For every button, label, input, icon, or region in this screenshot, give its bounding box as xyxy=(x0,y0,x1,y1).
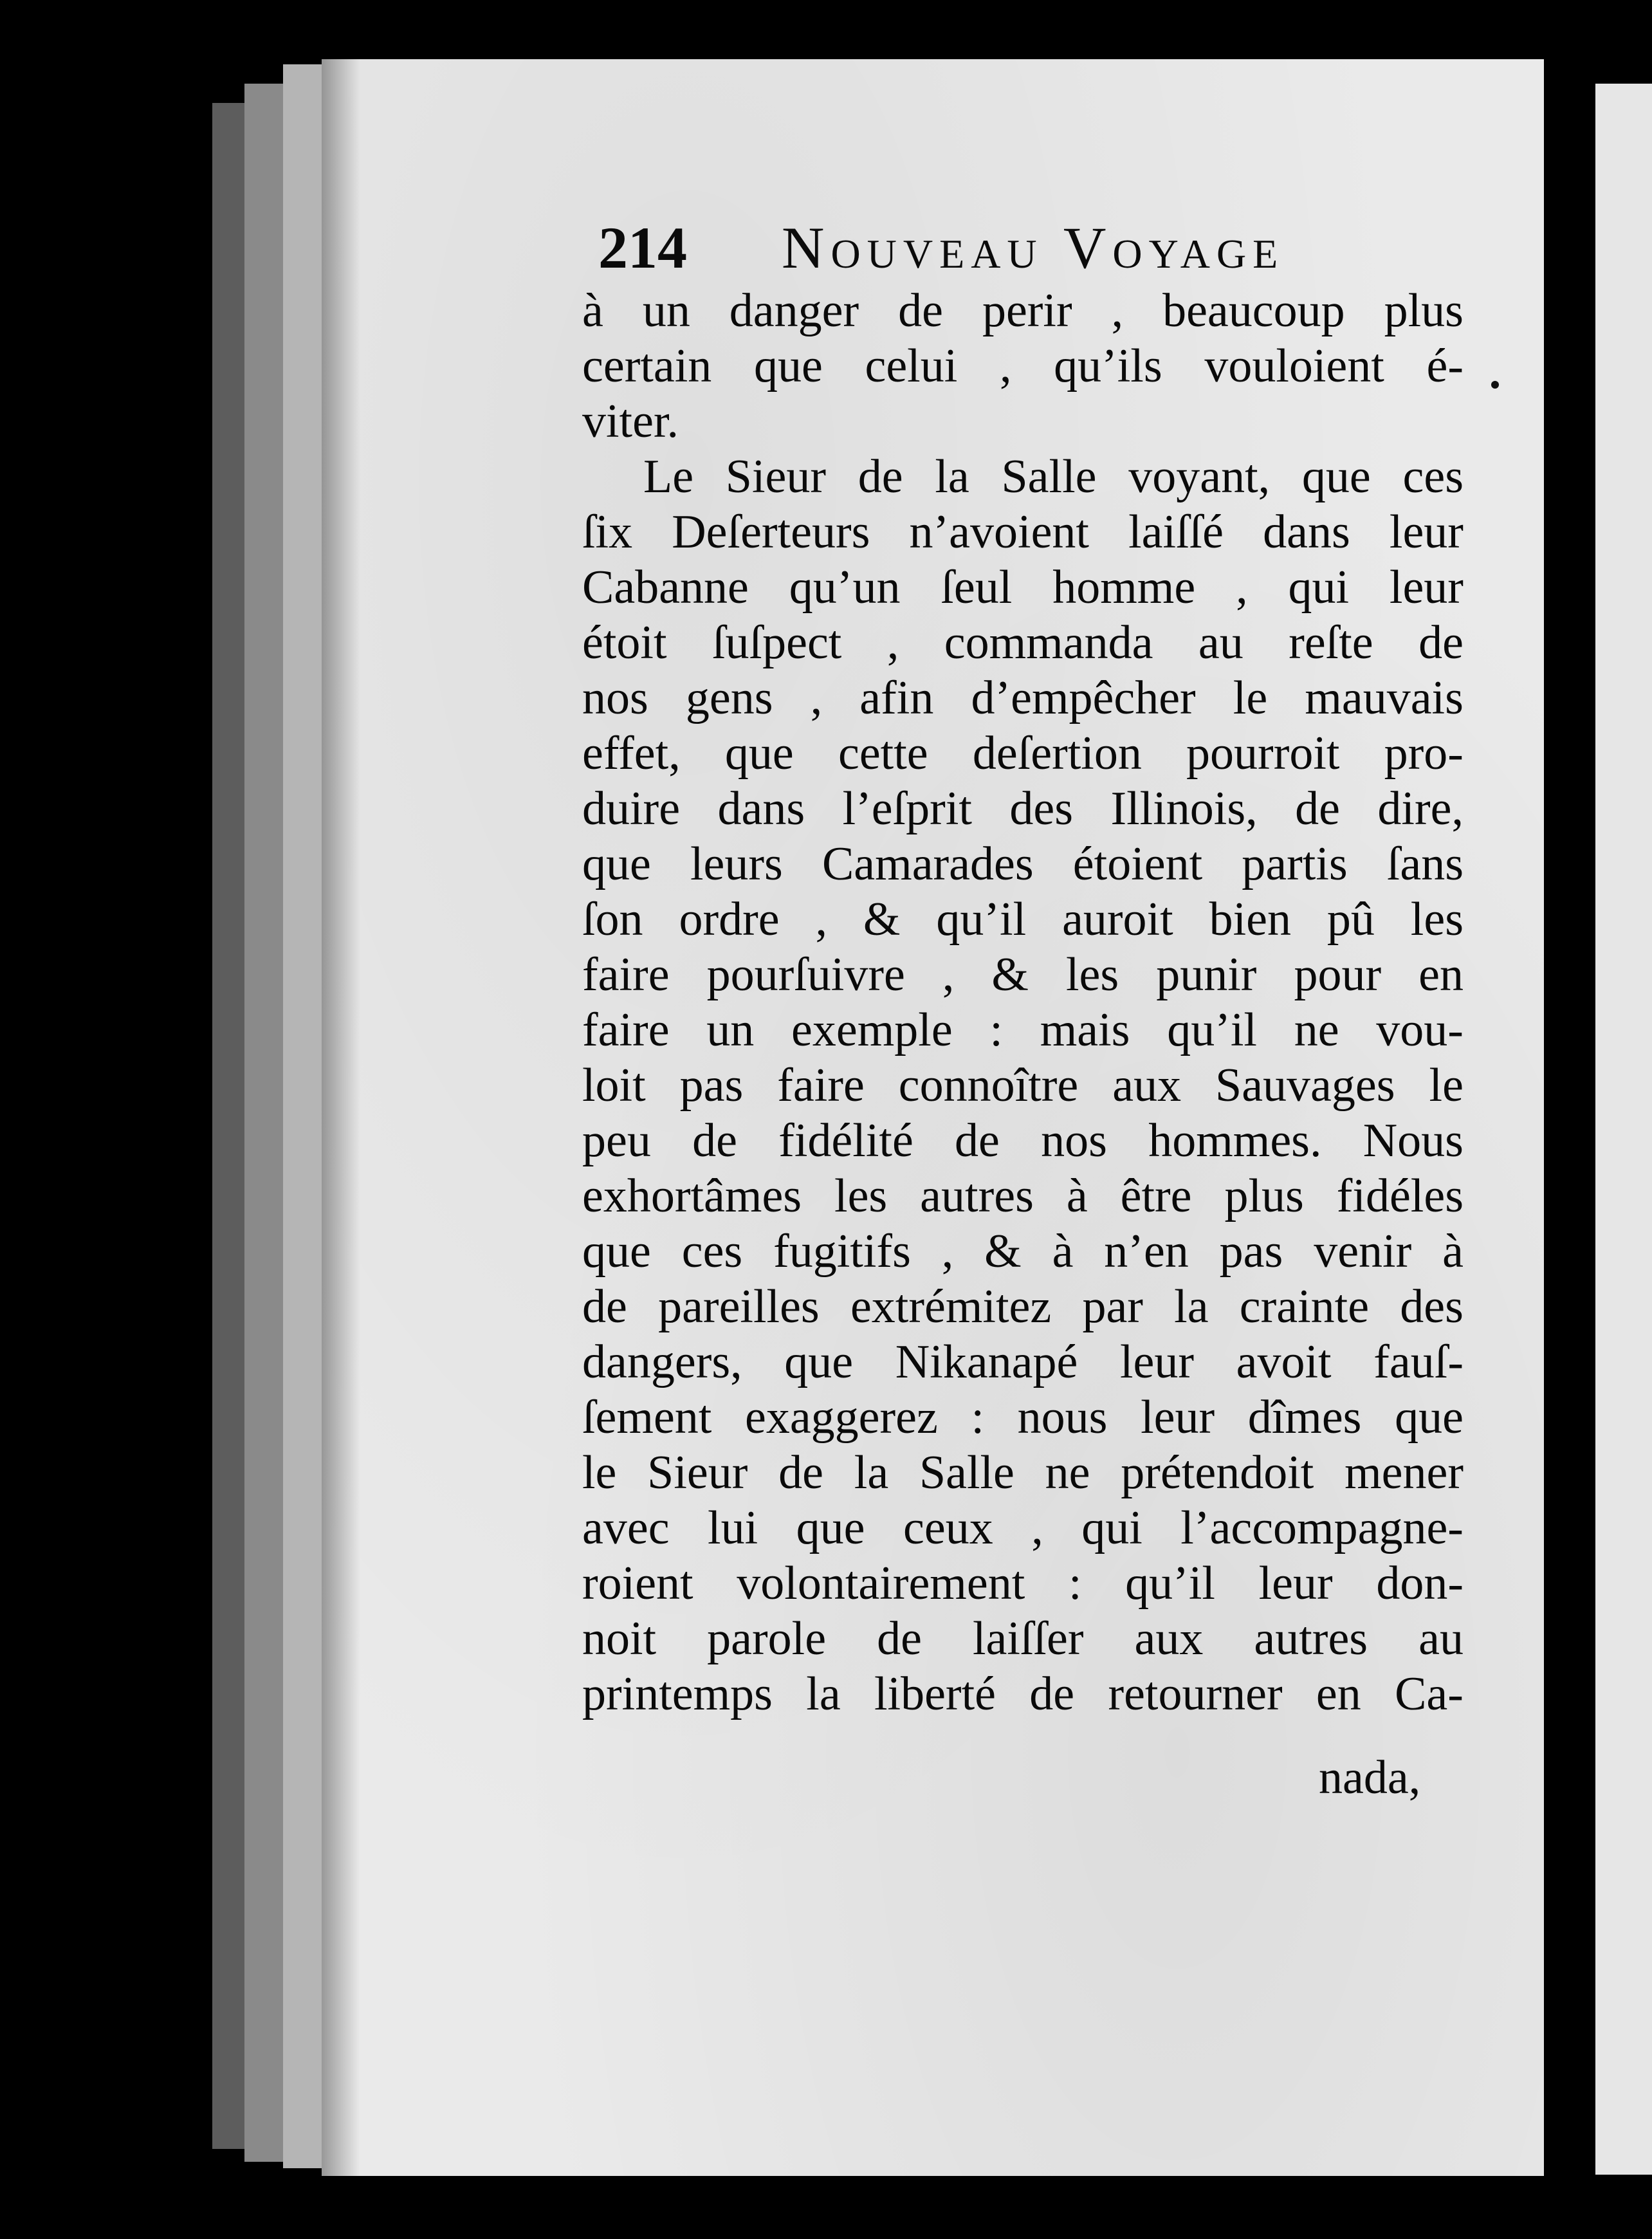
text-word: ſans xyxy=(1386,838,1464,890)
text-word: mener xyxy=(1345,1446,1464,1499)
text-word: de xyxy=(582,1280,627,1333)
text-word: à xyxy=(1052,1225,1074,1278)
text-line xyxy=(582,670,1464,726)
text-word: crainte xyxy=(1239,1280,1370,1333)
text-word: auroit xyxy=(1062,893,1173,946)
text-word: fugitifs xyxy=(773,1225,911,1278)
text-word: n’avoient xyxy=(909,506,1089,558)
text-word: faire xyxy=(582,948,670,1001)
text-word: , xyxy=(1031,1502,1043,1554)
text-line xyxy=(582,1445,1464,1500)
text-word: retourner xyxy=(1108,1668,1283,1720)
text-word: duire xyxy=(582,782,681,835)
text-word: ces xyxy=(1402,450,1464,503)
text-word: l’accompagne- xyxy=(1180,1502,1464,1554)
text-word: n’en xyxy=(1104,1225,1189,1278)
text-line xyxy=(582,394,1464,449)
text-word: un xyxy=(642,284,690,337)
text-word: Sieur xyxy=(725,450,826,503)
text-word: pro- xyxy=(1384,727,1464,780)
text-word: laiſſer xyxy=(972,1612,1084,1665)
text-line xyxy=(582,1279,1464,1334)
text-line xyxy=(582,1334,1464,1390)
text-word: cette xyxy=(838,727,928,780)
text-word: commanda xyxy=(944,616,1153,669)
text-word: certain xyxy=(582,340,712,392)
text-word: pû xyxy=(1326,893,1375,946)
text-word: par xyxy=(1082,1280,1143,1333)
text-line xyxy=(582,560,1464,615)
text-word: des xyxy=(1400,1280,1464,1333)
text-word: dire, xyxy=(1377,782,1464,835)
text-word: liberté xyxy=(874,1668,996,1720)
text-word: peu xyxy=(582,1114,651,1167)
text-word: plus xyxy=(1224,1170,1304,1222)
text-word: effet, xyxy=(582,727,681,780)
text-word: Nous xyxy=(1363,1114,1464,1167)
text-word: Nikanapé xyxy=(895,1336,1078,1388)
running-head xyxy=(598,212,1338,283)
body-text xyxy=(582,283,1464,1722)
text-word: de xyxy=(692,1114,737,1167)
text-word: ſement xyxy=(582,1391,712,1444)
text-line xyxy=(582,1500,1464,1556)
text-word: , xyxy=(999,340,1012,392)
text-word: que xyxy=(1395,1391,1464,1444)
text-word: Sieur xyxy=(647,1446,748,1499)
text-word: perir xyxy=(982,284,1072,337)
text-word: qu’il xyxy=(1125,1557,1215,1610)
text-word: pas xyxy=(1219,1225,1283,1278)
text-word: le xyxy=(1429,1059,1464,1112)
text-word: homme xyxy=(1052,561,1196,614)
text-word: ordre xyxy=(679,893,780,946)
text-word: faire xyxy=(582,1004,670,1056)
text-word: parole xyxy=(707,1612,827,1665)
text-word: qui xyxy=(1288,561,1350,614)
text-word: qu’il xyxy=(1167,1004,1257,1056)
text-line xyxy=(582,615,1464,670)
text-word: être xyxy=(1120,1170,1192,1222)
text-word: nous xyxy=(1017,1391,1108,1444)
text-word: Ca- xyxy=(1395,1668,1464,1720)
text-word: dans xyxy=(1263,506,1350,558)
text-word: partis xyxy=(1242,838,1348,890)
text-word: en xyxy=(1418,948,1464,1001)
text-word: Le xyxy=(643,450,694,503)
text-word: au xyxy=(1418,1612,1464,1665)
text-word: étoient xyxy=(1072,838,1203,890)
text-word: noit xyxy=(582,1612,657,1665)
text-word: aux xyxy=(1112,1059,1182,1112)
text-word: un xyxy=(706,1004,755,1056)
text-line xyxy=(582,1002,1464,1058)
text-word: pareilles xyxy=(658,1280,820,1333)
text-word: autres xyxy=(920,1170,1034,1222)
text-word: pas xyxy=(679,1059,744,1112)
text-word: dans xyxy=(717,782,805,835)
text-word: volontairement xyxy=(737,1557,1025,1610)
text-word: & xyxy=(984,1225,1022,1278)
text-word: ſuſpect xyxy=(711,616,842,669)
text-word: des xyxy=(1009,782,1074,835)
text-word: Salle xyxy=(919,1446,1014,1499)
text-word: connoître xyxy=(898,1059,1079,1112)
text-line xyxy=(582,338,1464,394)
catchword: nada, xyxy=(1319,1751,1421,1804)
text-word: de xyxy=(898,284,943,337)
text-line xyxy=(582,726,1464,781)
text-word: vou- xyxy=(1376,1004,1464,1056)
text-word: fidélité xyxy=(778,1114,913,1167)
text-word: qu’il xyxy=(936,893,1027,946)
text-line xyxy=(582,1113,1464,1168)
text-word: la xyxy=(806,1668,841,1720)
text-word: , xyxy=(1236,561,1248,614)
text-word: la xyxy=(1174,1280,1209,1333)
text-word: aux xyxy=(1134,1612,1204,1665)
text-word: avec xyxy=(582,1502,670,1554)
text-word: les xyxy=(1410,893,1464,946)
text-word: Salle xyxy=(1001,450,1097,503)
text-word: , xyxy=(886,616,899,669)
text-word: leur xyxy=(1258,1557,1333,1610)
text-word: nos xyxy=(582,672,648,724)
text-line xyxy=(582,1611,1464,1666)
text-word: lui xyxy=(708,1502,758,1554)
text-word: mais xyxy=(1040,1004,1130,1056)
text-word: à xyxy=(1442,1225,1464,1278)
text-line xyxy=(582,1666,1464,1722)
text-word: de xyxy=(1029,1668,1075,1720)
text-word: à xyxy=(1066,1170,1088,1222)
text-word: voyant, xyxy=(1128,450,1271,503)
text-word: faire xyxy=(777,1059,865,1112)
text-word: de xyxy=(1418,616,1464,669)
page-gap xyxy=(1544,0,1595,2239)
text-word: pourſuivre xyxy=(706,948,905,1001)
text-word: : xyxy=(989,1004,1003,1056)
text-word: que xyxy=(753,340,823,392)
text-word: dîmes xyxy=(1247,1391,1362,1444)
text-word: gens xyxy=(685,672,773,724)
text-word: leurs xyxy=(690,838,783,890)
text-word: laiſſé xyxy=(1128,506,1224,558)
text-word: de xyxy=(1295,782,1340,835)
text-word: ſix xyxy=(582,506,633,558)
text-word: nos xyxy=(1041,1114,1107,1167)
text-word: que xyxy=(582,1225,651,1278)
text-word: & xyxy=(991,948,1029,1001)
text-word: ne xyxy=(1294,1004,1339,1056)
text-word: ne xyxy=(1045,1446,1090,1499)
text-word: dangers, xyxy=(582,1336,742,1388)
text-word: , xyxy=(942,948,955,1001)
text-word: ceux xyxy=(903,1502,993,1554)
text-word: au xyxy=(1198,616,1244,669)
text-word: la xyxy=(935,450,969,503)
text-word: étoit xyxy=(582,616,667,669)
text-word: , xyxy=(810,672,823,724)
text-word: viter. xyxy=(582,395,679,448)
text-word: Deſerteurs xyxy=(672,506,870,558)
text-word: qui xyxy=(1081,1502,1143,1554)
text-word: leur xyxy=(1389,506,1464,558)
text-word: punir xyxy=(1156,948,1257,1001)
text-word: , xyxy=(1111,284,1124,337)
text-word: ces xyxy=(681,1225,743,1278)
text-line xyxy=(582,1058,1464,1113)
text-word: à xyxy=(582,284,603,337)
text-word: mauvais xyxy=(1305,672,1464,724)
text-word: de xyxy=(858,450,903,503)
ink-speck xyxy=(1491,381,1499,389)
text-word: reſte xyxy=(1289,616,1373,669)
text-word: Camarades xyxy=(821,838,1034,890)
text-word: : xyxy=(1068,1557,1082,1610)
text-line xyxy=(582,504,1464,560)
text-line xyxy=(582,892,1464,947)
text-word: prétendoit xyxy=(1121,1446,1314,1499)
text-word: les xyxy=(1065,948,1119,1001)
gutter-shadow xyxy=(322,59,360,2176)
text-word: venir xyxy=(1314,1225,1412,1278)
text-word: fauſ- xyxy=(1373,1336,1464,1388)
text-word: leur xyxy=(1389,561,1464,614)
text-word: que xyxy=(582,838,651,890)
text-word: loit xyxy=(582,1059,646,1112)
text-word: Cabanne xyxy=(582,561,749,614)
text-word: que xyxy=(1301,450,1371,503)
text-word: de xyxy=(955,1114,1000,1167)
text-word: don- xyxy=(1376,1557,1464,1610)
text-word: extrémitez xyxy=(850,1280,1052,1333)
text-word: é- xyxy=(1426,340,1464,392)
text-line xyxy=(582,1224,1464,1279)
text-word: beaucoup xyxy=(1162,284,1345,337)
text-word: fidéles xyxy=(1336,1170,1464,1222)
text-word: les xyxy=(834,1170,888,1222)
text-line xyxy=(582,836,1464,892)
text-word: ſon xyxy=(582,893,643,946)
text-word: printemps xyxy=(582,1668,773,1720)
text-word: la xyxy=(854,1446,889,1499)
text-word: qu’un xyxy=(789,561,901,614)
text-word: leur xyxy=(1141,1391,1215,1444)
text-word: exhortâmes xyxy=(582,1170,802,1222)
text-word: roient xyxy=(582,1557,693,1610)
text-word: , xyxy=(941,1225,954,1278)
page-number: 214 xyxy=(598,215,687,281)
text-word: de xyxy=(778,1446,823,1499)
text-word: que xyxy=(724,727,794,780)
text-line xyxy=(582,781,1464,836)
text-word: ſeul xyxy=(941,561,1013,614)
text-word: exaggerez xyxy=(744,1391,938,1444)
text-word: l’eſprit xyxy=(842,782,972,835)
text-word: bien xyxy=(1209,893,1291,946)
text-word: en xyxy=(1316,1668,1361,1720)
text-word: le xyxy=(582,1446,617,1499)
text-word: celui xyxy=(865,340,958,392)
text-line xyxy=(582,1556,1464,1611)
text-word: d’empêcher xyxy=(971,672,1196,724)
text-line xyxy=(582,1390,1464,1445)
text-word: Illinois, xyxy=(1110,782,1258,835)
text-line xyxy=(582,283,1464,338)
text-word: le xyxy=(1233,672,1268,724)
text-line xyxy=(582,449,1464,504)
text-word: exemple xyxy=(791,1004,953,1056)
text-word: avoit xyxy=(1236,1336,1332,1388)
text-word: pourroit xyxy=(1186,727,1340,780)
text-word: vouloient xyxy=(1204,340,1384,392)
text-line xyxy=(582,1168,1464,1224)
text-word: de xyxy=(877,1612,922,1665)
text-word: qu’ils xyxy=(1054,340,1162,392)
text-word: afin xyxy=(859,672,934,724)
text-word: pour xyxy=(1294,948,1382,1001)
text-word: Sauvages xyxy=(1215,1059,1395,1112)
running-title: Nouveau Voyage xyxy=(782,215,1285,281)
text-word: & xyxy=(863,893,901,946)
text-word: autres xyxy=(1254,1612,1368,1665)
text-word: que xyxy=(784,1336,854,1388)
text-word: que xyxy=(796,1502,865,1554)
text-word: deſertion xyxy=(972,727,1142,780)
text-word: leur xyxy=(1119,1336,1195,1388)
text-word: danger xyxy=(729,284,859,337)
text-word: hommes. xyxy=(1148,1114,1322,1167)
text-word: : xyxy=(971,1391,985,1444)
text-word: , xyxy=(815,893,828,946)
text-line xyxy=(582,947,1464,1002)
text-word: plus xyxy=(1384,284,1464,337)
facing-page-edge xyxy=(1595,84,1652,2175)
